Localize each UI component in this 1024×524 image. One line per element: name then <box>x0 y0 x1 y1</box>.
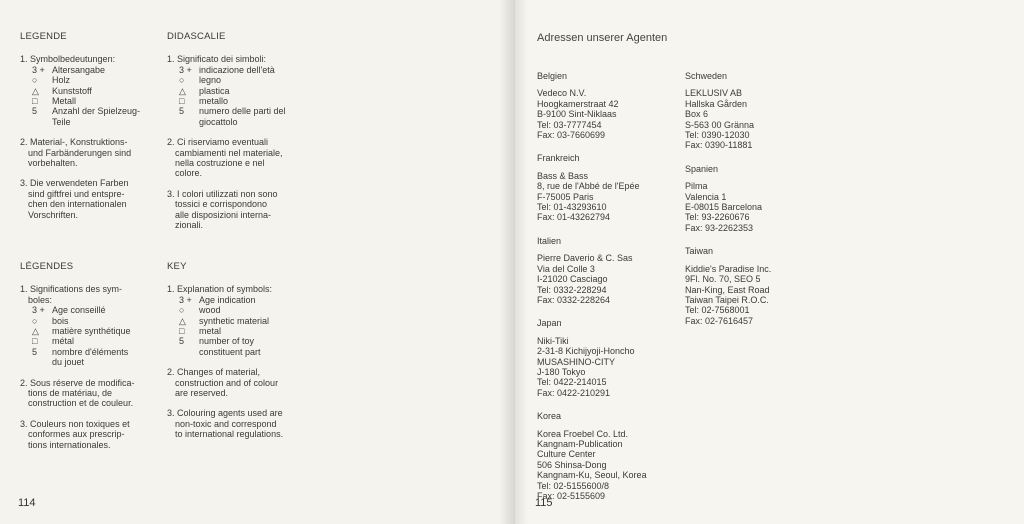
text-line: construction et de couleur. <box>28 398 134 409</box>
symbol-key: 5 <box>179 336 185 347</box>
symbol-key: □ <box>179 96 185 107</box>
agent-address-line: Hallska Gården <box>685 98 748 109</box>
it-item-1 <box>167 54 312 127</box>
symbol-row <box>32 106 160 116</box>
agent-address-line: Culture Center <box>537 449 596 460</box>
legend-french <box>20 262 160 460</box>
agent-block <box>685 164 825 233</box>
symbol-key: ○ <box>179 305 185 316</box>
symbol-row <box>179 305 317 315</box>
en-item1-text: 1. Explanation of symbols: <box>167 284 273 295</box>
text-line: vorbehalten. <box>28 158 78 169</box>
agent-address-line: Box 6 <box>685 109 709 120</box>
symbol-row <box>32 75 160 85</box>
page-number-left: 114 <box>18 497 36 509</box>
agent-address-line: F-75005 Paris <box>537 191 594 202</box>
symbol-row <box>32 347 160 357</box>
agent-country: Schweden <box>685 71 728 81</box>
text-line: 2. Changes of material, <box>167 367 261 378</box>
it-symbol-list <box>167 65 312 127</box>
symbol-text: numero delle parti del <box>199 106 286 117</box>
symbol-text: indicazione dell'età <box>199 64 275 75</box>
agent-address-line: Bass & Bass <box>537 170 589 181</box>
symbol-row <box>179 96 312 106</box>
symbol-key: 3 + <box>179 294 192 305</box>
text-line: nella costruzione e nel <box>175 158 265 169</box>
symbol-text: Holz <box>52 75 71 86</box>
text-line: non-toxic and correspond <box>175 418 277 429</box>
en-item-2 <box>167 367 317 398</box>
symbol-text: wood <box>199 305 221 316</box>
agent-address-line: Fax: 0390-11881 <box>685 140 753 151</box>
symbol-key: ○ <box>179 75 185 86</box>
symbol-text: metal <box>199 326 222 337</box>
symbol-row <box>32 305 160 315</box>
agent-address-line: Pilma <box>685 181 708 192</box>
text-line: sind giftfrei und entspre- <box>28 188 125 199</box>
symbol-key: □ <box>32 336 38 347</box>
agent-address-line: Tel: 02-7568001 <box>685 305 750 316</box>
text-line: conformes aux prescrip- <box>28 429 125 440</box>
heading-legende: LEGENDE <box>20 31 67 42</box>
agent-block <box>685 71 825 151</box>
heading-legendes: LÉGENDES <box>20 261 74 272</box>
symbol-key <box>32 117 52 127</box>
text-line: 3. Die verwendeten Farben <box>20 178 129 189</box>
de-item1-text: 1. Symbolbedeutungen: <box>20 54 116 65</box>
symbol-text: plastica <box>199 85 230 96</box>
agent-country: Spanien <box>685 163 719 174</box>
symbol-row <box>179 326 317 336</box>
symbol-row <box>179 106 312 116</box>
agent-address-line: Tel: 02-5155600/8 <box>537 480 610 491</box>
heading-key: KEY <box>167 261 187 272</box>
agent-country: Italien <box>537 235 562 246</box>
symbol-row <box>179 347 317 357</box>
agent-address-line: Tel: 03-7777454 <box>537 119 602 130</box>
symbol-text: Altersangabe <box>52 64 106 75</box>
agent-address-line: Korea Froebel Co. Ltd. <box>537 428 629 439</box>
agent-block <box>537 411 677 501</box>
text-line: alle disposizioni interna- <box>175 209 272 220</box>
agent-address-line: Kiddie's Paradise Inc. <box>685 263 772 274</box>
symbol-key <box>32 357 52 367</box>
text-line: 2. Sous réserve de modifica- <box>20 377 135 388</box>
text-line: 2. Material-, Konstruktions- <box>20 137 128 148</box>
symbol-text: number of toy <box>199 336 255 347</box>
agent-country: Japan <box>537 318 562 329</box>
symbol-text: Teile <box>52 116 71 127</box>
symbol-text: synthetic material <box>199 315 270 326</box>
text-line: 1. Significations des sym- <box>20 284 123 295</box>
symbol-key: □ <box>179 326 185 337</box>
symbol-row <box>179 117 312 127</box>
symbol-text: Age conseillé <box>52 305 106 316</box>
en-item-1 <box>167 284 317 357</box>
symbol-text: Anzahl der Spielzeug- <box>52 106 141 117</box>
text-line: 3. Couleurs non toxiques et <box>20 418 130 429</box>
symbol-key: 3 + <box>179 64 192 75</box>
symbol-key: 5 <box>32 106 38 117</box>
agent-block <box>537 153 677 222</box>
agent-address-line: Tel: 0422-214015 <box>537 377 607 388</box>
symbol-key: △ <box>179 315 186 326</box>
agent-address-line: MUSASHINO-CITY <box>537 356 616 367</box>
symbol-row <box>32 326 160 336</box>
text-line: 3. I colori utilizzati non sono <box>167 188 278 199</box>
symbol-text: metallo <box>199 96 229 107</box>
agent-block <box>685 246 825 326</box>
symbol-row <box>32 86 160 96</box>
agent-block <box>537 71 677 140</box>
text-line: zionali. <box>175 220 204 231</box>
agent-address-line: E-08015 Barcelona <box>685 202 763 213</box>
fr-item-3 <box>20 419 160 450</box>
agent-address-line: Fax: 93-2262353 <box>685 222 754 233</box>
agent-address-line: J-180 Tokyo <box>537 366 586 377</box>
text-line: tossici e corrispondono <box>175 199 268 210</box>
agent-address-line: Vedeco N.V. <box>537 88 587 99</box>
text-line: are reserved. <box>175 388 229 399</box>
agent-address-line: Fax: 02-7616457 <box>685 315 754 326</box>
symbol-row <box>179 86 312 96</box>
symbol-key <box>179 117 199 127</box>
symbol-text: giocattolo <box>199 116 238 127</box>
symbol-text: matière synthétique <box>52 326 131 337</box>
agent-address-line: Fax: 0332-228264 <box>537 294 611 305</box>
legend-german <box>20 32 160 230</box>
agent-address-line: Kangnam-Ku, Seoul, Korea <box>537 470 647 481</box>
symbol-key: ○ <box>32 75 38 86</box>
de-item-2 <box>20 137 160 168</box>
symbol-text: Metall <box>52 96 77 107</box>
text-line: und Farbänderungen sind <box>28 147 132 158</box>
symbol-key: △ <box>179 85 186 96</box>
agent-address-line: S-563 00 Gränna <box>685 119 755 130</box>
en-symbol-list <box>167 295 317 357</box>
symbol-key: ○ <box>32 315 38 326</box>
symbol-row <box>179 75 312 85</box>
symbol-row <box>32 336 160 346</box>
fr-item-2 <box>20 378 160 409</box>
agent-country: Belgien <box>537 71 568 81</box>
symbol-text: Age indication <box>199 294 256 305</box>
symbol-row <box>179 295 317 305</box>
agent-address-line: Taiwan Taipei R.O.C. <box>685 294 769 305</box>
book-gutter <box>500 0 528 524</box>
agent-address-line: I-21020 Casciago <box>537 274 608 285</box>
symbol-row <box>179 336 317 346</box>
agent-address-line: Fax: 0422-210291 <box>537 387 611 398</box>
agent-address-line: B-9100 Sint-Niklaas <box>537 109 617 120</box>
legend-english <box>167 262 317 450</box>
agents-title: Adressen unserer Agenten <box>537 32 668 44</box>
agent-address-line: Via del Colle 3 <box>537 263 595 274</box>
agent-address-line: 506 Shinsa-Dong <box>537 459 607 470</box>
symbol-text: legno <box>199 75 222 86</box>
symbol-row <box>179 65 312 75</box>
text-line: tions internationales. <box>28 439 111 450</box>
symbol-row <box>32 117 160 127</box>
agent-block <box>537 318 677 398</box>
it-item-3 <box>167 189 312 231</box>
de-item-1 <box>20 54 160 127</box>
symbol-key: 3 + <box>32 64 45 75</box>
text-line: colore. <box>175 168 203 179</box>
symbol-key: 5 <box>179 106 185 117</box>
agent-country: Frankreich <box>537 153 580 164</box>
agent-address-line: Niki-Tiki <box>537 335 569 346</box>
symbol-key: △ <box>32 326 39 337</box>
agents-column-2 <box>685 71 825 339</box>
symbol-key: △ <box>32 85 39 96</box>
symbol-text: bois <box>52 315 69 326</box>
de-item-3 <box>20 178 160 220</box>
symbol-key <box>179 347 199 357</box>
agent-address-line: Fax: 02-5155609 <box>537 491 606 501</box>
text-line: to international regulations. <box>175 429 284 440</box>
legend-italian <box>167 32 312 241</box>
text-line: boles: <box>28 294 53 305</box>
symbol-row <box>32 65 160 75</box>
symbol-text: Kunststoff <box>52 85 92 96</box>
fr-item1-text <box>20 284 160 305</box>
symbol-key: 3 + <box>32 305 45 316</box>
it-item1-text: 1. Significato dei simboli: <box>167 54 267 65</box>
text-line: construction and of colour <box>175 377 279 388</box>
agent-address-line: Kangnam-Publication <box>537 438 623 449</box>
de-symbol-list <box>20 65 160 127</box>
agent-address-line: Tel: 01-43293610 <box>537 202 607 213</box>
symbol-text: nombre d'éléments <box>52 346 129 357</box>
text-line: tions de matériau, de <box>28 388 113 399</box>
symbol-key: 5 <box>32 346 38 357</box>
text-line: Vorschriften. <box>28 209 79 220</box>
symbol-row <box>32 96 160 106</box>
agent-address-line: 8, rue de l'Abbé de l'Epée <box>537 181 640 192</box>
symbol-text: du jouet <box>52 357 85 368</box>
en-item-3 <box>167 408 317 439</box>
symbol-text: constituent part <box>199 346 261 357</box>
agents-column-1 <box>537 71 677 514</box>
agent-address-line: Pierre Daverio & C. Sas <box>537 253 633 264</box>
agent-address-line: Valencia 1 <box>685 191 727 202</box>
text-line: 2. Ci riserviamo eventuali <box>167 137 269 148</box>
fr-item-1 <box>20 284 160 367</box>
text-line: cambiamenti nel materiale, <box>175 147 283 158</box>
it-item-2 <box>167 137 312 179</box>
agent-address-line: Tel: 0390-12030 <box>685 130 750 141</box>
agent-address-line: 2-31-8 Kichijyoji-Honcho <box>537 346 635 357</box>
agent-address-line: LEKLUSIV AB <box>685 88 743 99</box>
text-line: 3. Colouring agents used are <box>167 408 283 419</box>
symbol-text: métal <box>52 336 75 347</box>
symbol-row <box>32 357 160 367</box>
heading-didascalie: DIDASCALIE <box>167 31 226 42</box>
agent-country: Taiwan <box>685 246 714 257</box>
agent-address-line: Tel: 93-2260676 <box>685 212 750 223</box>
agent-address-line: Fax: 01-43262794 <box>537 212 611 223</box>
page-number-right: 115 <box>535 497 553 509</box>
symbol-row <box>32 316 160 326</box>
agent-address-line: Nan-King, East Road <box>685 284 770 295</box>
symbol-row <box>179 316 317 326</box>
symbol-key: □ <box>32 96 38 107</box>
fr-symbol-list <box>20 305 160 367</box>
agent-block <box>537 236 677 305</box>
text-line: chen den internationalen <box>28 199 127 210</box>
agent-address-line: Tel: 0332-228294 <box>537 284 607 295</box>
agent-address-line: Fax: 03-7660699 <box>537 130 606 141</box>
agent-address-line: 9Fl. No. 70, SEO 5 <box>685 274 761 285</box>
agent-country: Korea <box>537 411 562 422</box>
agent-address-line: Hoogkamerstraat 42 <box>537 98 619 109</box>
